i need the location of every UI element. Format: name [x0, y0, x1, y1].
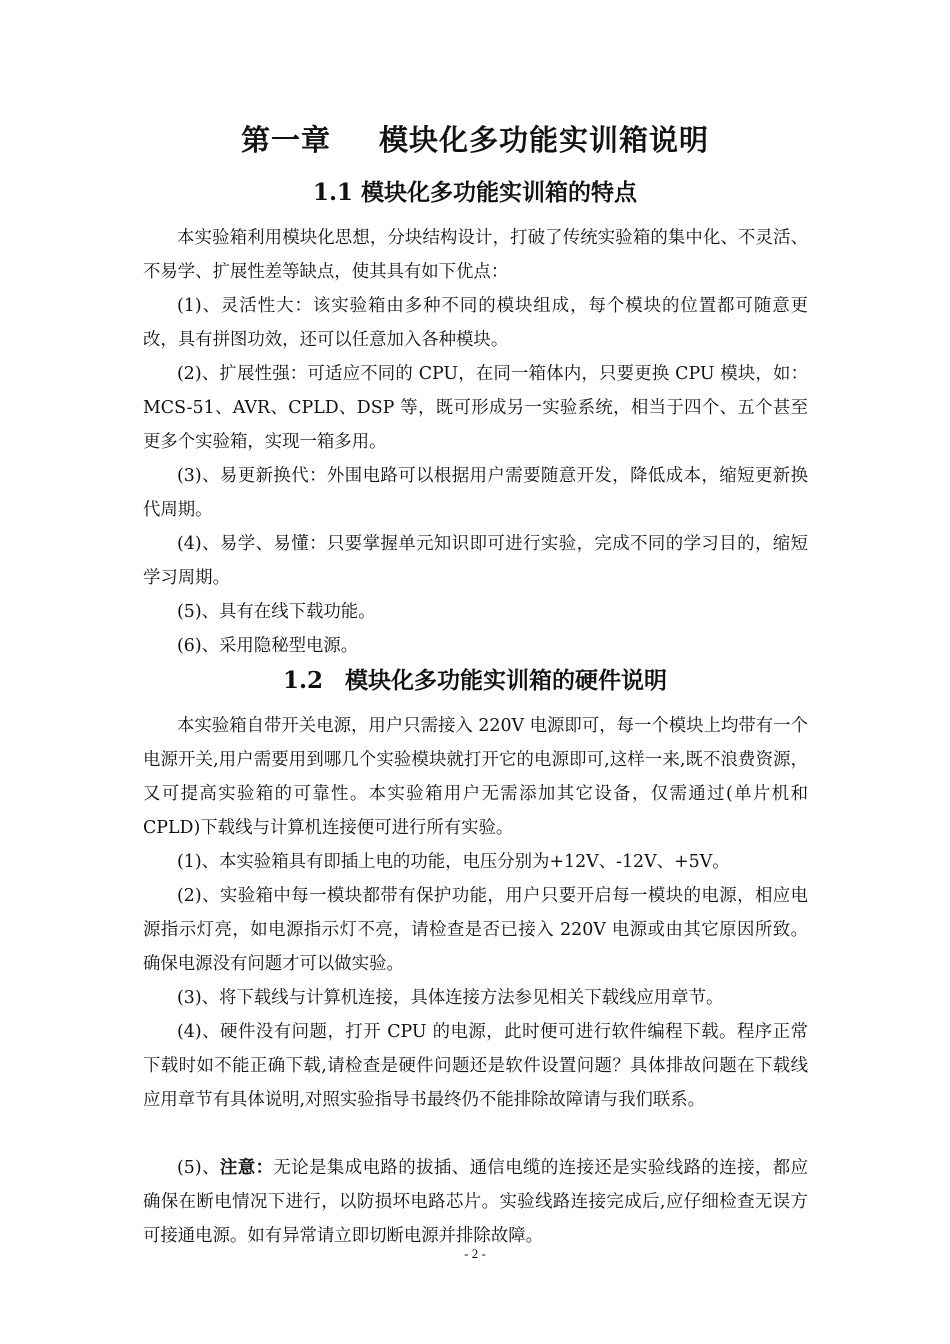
- list-item: (3)、将下载线与计算机连接，具体连接方法参见相关下载线应用章节。: [177, 988, 724, 1008]
- page-number: - 2 -: [464, 1246, 486, 1261]
- list-item: (1)、灵活性大：该实验箱由多种不同的模块组成，每个模块的位置都可随意更改，具有拼图功效，还可以任意加入各种模块。: [143, 296, 808, 350]
- section-number: 1.1: [312, 179, 353, 206]
- section-1-1-intro: 本实验箱利用模块化思想，分块结构设计，打破了传统实验箱的集中化、不灵活、不易学、扩展性差等缺点，使其具有如下优点：: [143, 228, 808, 282]
- list-item: (1)、本实验箱具有即插上电的功能，电压分别为+12V、-12V、+5V。: [177, 852, 730, 872]
- chapter-title-text: 模块化多功能实训箱说明: [379, 123, 710, 157]
- list-item: (6)、采用隐秘型电源。: [177, 636, 359, 656]
- section-number: 1.2: [282, 667, 323, 694]
- chapter-title: [0, 118, 950, 159]
- list-item: (2)、实验箱中每一模块都带有保护功能，用户只要开启每一模块的电源，相应电源指示灯亮，如电源指示灯不亮，请检查是否已接入 220V 电源或由其它原因所致。确保电源没有问题才可以做实验。: [143, 886, 808, 974]
- caution-prefix: (5)、: [177, 1158, 220, 1178]
- list-item: (4)、易学、易懂：只要掌握单元知识即可进行实验，完成不同的学习目的，缩短学习周期。: [143, 534, 808, 588]
- list-item: (3)、易更新换代：外围电路可以根据用户需要随意开发，降低成本，缩短更新换代周期。: [143, 466, 808, 520]
- section-1-2-title: [0, 662, 950, 695]
- list-item: (2)、扩展性强：可适应不同的 CPU，在同一箱体内，只要更换 CPU 模块，如：MCS-51、AVR、CPLD、DSP 等，既可形成另一实验系统，相当于四个、五个甚至更多个实验箱，实现一箱多用。: [143, 364, 808, 452]
- list-item-caution: [143, 1151, 808, 1253]
- section-1-1-title: [0, 174, 950, 207]
- chapter-number: 第一章: [240, 123, 331, 157]
- list-item: (5)、具有在线下载功能。: [177, 602, 376, 622]
- section-1-2-intro: 本实验箱自带开关电源，用户只需接入 220V 电源即可，每一个模块上均带有一个电源开关,用户需要用到哪几个实验模块就打开它的电源即可,这样一来,既不浪费资源，又可提高实验箱的可靠性。本实验箱用户无需添加其它设备，仅需通过(单片机和CPLD)下载线与计算机连接便可进行所有实验。: [143, 716, 808, 838]
- section-title-text: 模块化多功能实训箱的特点: [361, 179, 638, 206]
- section-title-text: 模块化多功能实训箱的硬件说明: [345, 667, 667, 694]
- caution-label: 注意：: [219, 1158, 274, 1178]
- list-item: (4)、硬件没有问题，打开 CPU 的电源，此时便可进行软件编程下载。程序正常下载时如不能正确下载,请检查是硬件问题还是软件设置问题？具体排故问题在下载线应用章节有具体说明,对照实验指导书最终仍不能排除故障请与我们联系。: [143, 1022, 808, 1110]
- caution-text: 无论是集成电路的拔插、通信电缆的连接还是实验线路的连接，都应确保在断电情况下进行，以防损坏电路芯片。实验线路连接完成后,应仔细检查无误方可接通电源。如有异常请立即切断电源并排除故障。: [143, 1158, 808, 1246]
